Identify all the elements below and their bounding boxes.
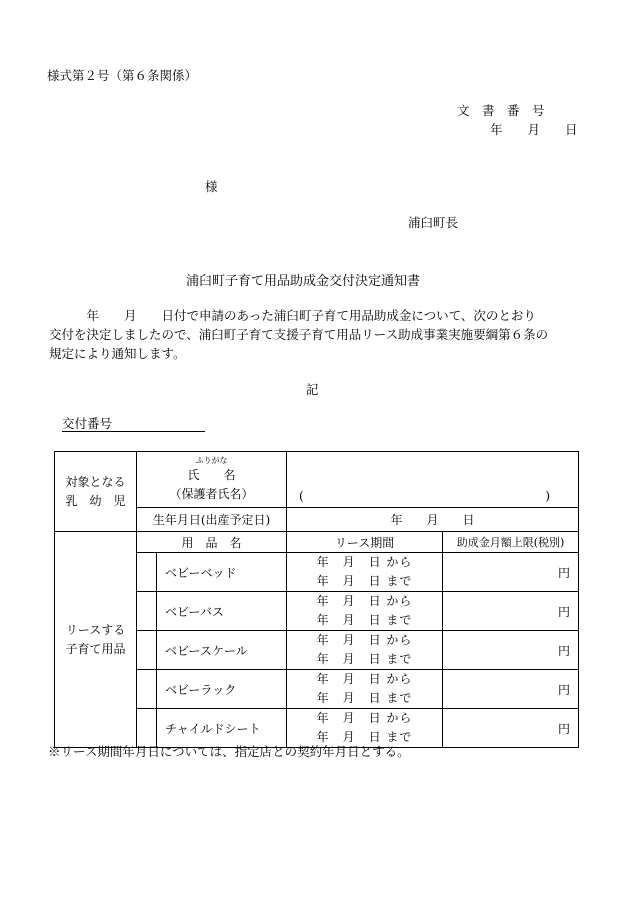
col-limit-header: 助成金月額上限(税別): [443, 532, 579, 553]
footnote: ※リース期間年月日については、指定店との契約年月日とする。: [48, 744, 410, 759]
ki-heading: 記: [306, 382, 319, 397]
item-check[interactable]: [137, 553, 157, 592]
infant-label: 対象となる 乳 幼 児: [55, 452, 137, 532]
recipient-suffix: 様: [205, 179, 218, 194]
item-name: チャイルドシート: [157, 709, 287, 748]
item-check[interactable]: [137, 592, 157, 631]
limit-amount[interactable]: 円: [443, 709, 579, 748]
item-check[interactable]: [137, 670, 157, 709]
name-label: 氏 名: [187, 467, 236, 482]
limit-amount[interactable]: 円: [443, 553, 579, 592]
grant-table: [54, 451, 579, 748]
birth-date-field[interactable]: 年 月 日: [287, 508, 579, 532]
body-line-3: 規定により通知します。: [49, 346, 186, 361]
lease-period[interactable]: 年 月 日 から 年 月 日 まで: [287, 709, 443, 748]
birth-label: 生年月日(出産予定日): [137, 508, 287, 532]
item-name: ベビーラック: [157, 670, 287, 709]
header-row: [55, 532, 579, 553]
item-name: ベビースケール: [157, 631, 287, 670]
furigana-label: ふりがな: [195, 455, 228, 465]
document-number-label: 文 書 番 号: [457, 103, 545, 118]
guardian-label: （保護者氏名）: [169, 486, 254, 501]
item-name: ベビーベッド: [157, 553, 287, 592]
lease-period[interactable]: 年 月 日 から 年 月 日 まで: [287, 553, 443, 592]
col-period-header: リース期間: [287, 532, 443, 553]
body-line-2: 交付を決定しましたので、浦臼町子育て支援子育て用品リース助成事業実施要綱第６条の: [49, 327, 549, 342]
sender-name: 浦臼町長: [408, 215, 459, 230]
grant-number-field[interactable]: [62, 416, 205, 432]
item-check[interactable]: [137, 631, 157, 670]
item-name: ベビーバス: [157, 592, 287, 631]
lease-period[interactable]: 年 月 日 から 年 月 日 まで: [287, 631, 443, 670]
form-number: 様式第２号（第６条関係）: [47, 68, 198, 83]
name-label-cell: [137, 452, 287, 508]
limit-amount[interactable]: 円: [443, 631, 579, 670]
col-item-header: 用 品 名: [137, 532, 287, 553]
body-line-1: 年 月 日付で申請のあった浦臼町子育て用品助成金について、次のとおり: [49, 308, 536, 323]
document-date: 年 月 日: [490, 122, 578, 137]
lease-period[interactable]: 年 月 日 から 年 月 日 まで: [287, 670, 443, 709]
name-field[interactable]: ( ): [287, 452, 579, 508]
limit-amount[interactable]: 円: [443, 670, 579, 709]
page-title: 浦臼町子育て用品助成金交付決定通知書: [186, 274, 421, 289]
limit-amount[interactable]: 円: [443, 592, 579, 631]
lease-period[interactable]: 年 月 日 から 年 月 日 まで: [287, 592, 443, 631]
infant-row: [55, 452, 579, 508]
lease-label: リースする 子育て用品: [55, 532, 137, 748]
grant-number-label: 交付番号: [62, 416, 113, 431]
